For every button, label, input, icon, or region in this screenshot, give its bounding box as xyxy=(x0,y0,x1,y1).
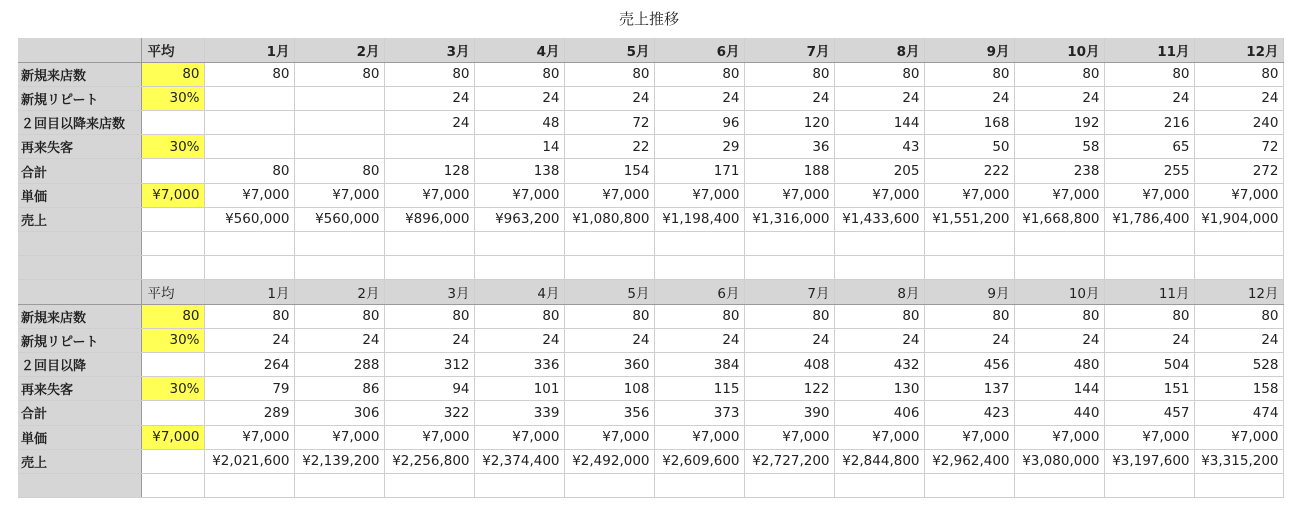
empty-cell[interactable] xyxy=(1014,473,1104,497)
row-label xyxy=(18,232,141,256)
value-cell[interactable]: 80 xyxy=(654,62,744,86)
month-header-1: 1月 xyxy=(204,38,294,62)
value-cell[interactable]: ¥7,000 xyxy=(204,183,294,207)
value-cell[interactable]: ¥2,139,200 xyxy=(294,449,384,473)
value-cell[interactable]: 36 xyxy=(744,135,834,159)
value-cell[interactable]: 154 xyxy=(564,159,654,183)
month-header-4: 4月 xyxy=(474,280,564,304)
avg-cell[interactable]: 30% xyxy=(141,377,204,401)
value-cell[interactable]: 24 xyxy=(1104,328,1194,352)
value-cell[interactable]: 360 xyxy=(564,352,654,376)
table-row xyxy=(18,304,1283,328)
month-header-3: 3月 xyxy=(384,280,474,304)
value-cell[interactable]: 50 xyxy=(924,135,1014,159)
empty-cell[interactable] xyxy=(141,256,204,280)
value-cell[interactable]: 24 xyxy=(384,86,474,110)
value-cell[interactable]: 306 xyxy=(294,401,384,425)
value-cell[interactable]: 130 xyxy=(834,377,924,401)
empty-cell[interactable] xyxy=(834,232,924,256)
month-header-11: 11月 xyxy=(1104,280,1194,304)
blank-row xyxy=(18,256,1283,280)
value-cell[interactable]: 144 xyxy=(834,111,924,135)
value-cell[interactable]: 96 xyxy=(654,111,744,135)
empty-cell[interactable] xyxy=(294,256,384,280)
value-cell[interactable]: ¥7,000 xyxy=(654,425,744,449)
value-cell[interactable]: 80 xyxy=(834,62,924,86)
value-cell[interactable]: 456 xyxy=(924,352,1014,376)
value-cell[interactable]: ¥7,000 xyxy=(924,425,1014,449)
month-header-5: 5月 xyxy=(564,280,654,304)
month-header-2: 2月 xyxy=(294,38,384,62)
value-cell[interactable]: ¥7,000 xyxy=(564,425,654,449)
value-cell[interactable]: 24 xyxy=(564,328,654,352)
value-cell[interactable]: ¥896,000 xyxy=(384,207,474,231)
value-cell[interactable]: 312 xyxy=(384,352,474,376)
empty-cell[interactable] xyxy=(204,256,294,280)
value-cell[interactable]: 474 xyxy=(1194,401,1283,425)
value-cell[interactable]: 24 xyxy=(744,86,834,110)
sales-sheet xyxy=(18,38,1284,498)
value-cell[interactable]: ¥7,000 xyxy=(294,425,384,449)
value-cell[interactable]: 240 xyxy=(1194,111,1283,135)
value-cell[interactable]: 72 xyxy=(564,111,654,135)
value-cell[interactable]: ¥963,200 xyxy=(474,207,564,231)
month-header-12: 12月 xyxy=(1194,280,1283,304)
table2-header-row xyxy=(18,280,1283,304)
row-label xyxy=(18,256,141,280)
value-cell[interactable]: 390 xyxy=(744,401,834,425)
value-cell[interactable]: 80 xyxy=(204,62,294,86)
value-cell[interactable]: 24 xyxy=(654,328,744,352)
value-cell[interactable]: ¥2,844,800 xyxy=(834,449,924,473)
value-cell[interactable]: 138 xyxy=(474,159,564,183)
value-cell[interactable]: ¥7,000 xyxy=(474,183,564,207)
blank-row xyxy=(18,232,1283,256)
value-cell[interactable]: 14 xyxy=(474,135,564,159)
value-cell[interactable]: ¥1,668,800 xyxy=(1014,207,1104,231)
value-cell[interactable]: 122 xyxy=(744,377,834,401)
value-cell[interactable]: ¥1,786,400 xyxy=(1104,207,1194,231)
table-row xyxy=(18,401,1283,425)
value-cell[interactable]: 322 xyxy=(384,401,474,425)
row-label: 新規リピート xyxy=(18,328,141,352)
value-cell[interactable]: ¥2,256,800 xyxy=(384,449,474,473)
value-cell[interactable]: ¥7,000 xyxy=(924,183,1014,207)
row-label: 合計 xyxy=(18,159,141,183)
avg-cell[interactable]: 30% xyxy=(141,135,204,159)
value-cell[interactable]: 120 xyxy=(744,111,834,135)
month-header-1: 1月 xyxy=(204,280,294,304)
value-cell[interactable]: 188 xyxy=(744,159,834,183)
value-cell[interactable]: 80 xyxy=(1104,62,1194,86)
empty-cell[interactable] xyxy=(204,473,294,497)
value-cell[interactable]: ¥3,315,200 xyxy=(1194,449,1283,473)
avg-cell[interactable]: ¥7,000 xyxy=(141,183,204,207)
empty-cell[interactable] xyxy=(1104,256,1194,280)
value-cell[interactable]: 94 xyxy=(384,377,474,401)
value-cell[interactable]: ¥7,000 xyxy=(1014,183,1104,207)
value-cell[interactable]: 24 xyxy=(1194,328,1283,352)
value-cell[interactable]: 168 xyxy=(924,111,1014,135)
empty-cell[interactable] xyxy=(564,232,654,256)
table-row xyxy=(18,207,1283,231)
value-cell[interactable]: 80 xyxy=(924,62,1014,86)
row-label: 売上 xyxy=(18,449,141,473)
value-cell[interactable]: 24 xyxy=(654,86,744,110)
value-cell[interactable]: 48 xyxy=(474,111,564,135)
value-cell[interactable]: ¥1,551,200 xyxy=(924,207,1014,231)
empty-cell[interactable] xyxy=(141,473,204,497)
value-cell[interactable]: 216 xyxy=(1104,111,1194,135)
value-cell[interactable]: 192 xyxy=(1014,111,1104,135)
sheet-title: 売上推移 xyxy=(618,10,679,28)
value-cell[interactable]: ¥3,197,600 xyxy=(1104,449,1194,473)
table-row xyxy=(18,62,1283,86)
value-cell[interactable]: 80 xyxy=(294,304,384,328)
value-cell[interactable]: 80 xyxy=(654,304,744,328)
table-row xyxy=(18,449,1283,473)
value-cell[interactable]: ¥560,000 xyxy=(204,207,294,231)
value-cell[interactable]: ¥7,000 xyxy=(834,183,924,207)
empty-cell[interactable] xyxy=(744,232,834,256)
table-row xyxy=(18,328,1283,352)
empty-cell[interactable] xyxy=(924,232,1014,256)
value-cell[interactable]: 22 xyxy=(564,135,654,159)
month-header-7: 7月 xyxy=(744,280,834,304)
row-label: ２回目以降来店数 xyxy=(18,111,141,135)
value-cell[interactable]: 384 xyxy=(654,352,744,376)
empty-cell[interactable] xyxy=(204,232,294,256)
value-cell[interactable] xyxy=(204,135,294,159)
value-cell[interactable]: 80 xyxy=(1104,304,1194,328)
value-cell[interactable]: 151 xyxy=(1104,377,1194,401)
value-cell[interactable]: 528 xyxy=(1194,352,1283,376)
row-label xyxy=(18,473,141,497)
row-label: 新規来店数 xyxy=(18,62,141,86)
value-cell[interactable]: 144 xyxy=(1014,377,1104,401)
value-cell[interactable]: ¥1,904,000 xyxy=(1194,207,1283,231)
month-header-6: 6月 xyxy=(654,38,744,62)
empty-cell[interactable] xyxy=(1194,256,1283,280)
value-cell[interactable]: 504 xyxy=(1104,352,1194,376)
value-cell[interactable] xyxy=(384,135,474,159)
empty-cell[interactable] xyxy=(564,256,654,280)
row-label: 単価 xyxy=(18,183,141,207)
value-cell[interactable]: ¥7,000 xyxy=(654,183,744,207)
table-row xyxy=(18,111,1283,135)
value-cell[interactable]: 80 xyxy=(744,62,834,86)
month-header-12: 12月 xyxy=(1194,38,1283,62)
avg-cell[interactable]: ¥7,000 xyxy=(141,425,204,449)
value-cell[interactable]: 24 xyxy=(384,111,474,135)
value-cell[interactable]: 80 xyxy=(1014,304,1104,328)
value-cell[interactable]: 205 xyxy=(834,159,924,183)
row-label: 再来失客 xyxy=(18,135,141,159)
value-cell[interactable]: 72 xyxy=(1194,135,1283,159)
empty-cell[interactable] xyxy=(1014,256,1104,280)
value-cell[interactable] xyxy=(294,86,384,110)
value-cell[interactable]: ¥1,316,000 xyxy=(744,207,834,231)
value-cell[interactable]: 80 xyxy=(204,304,294,328)
value-cell[interactable]: 24 xyxy=(384,328,474,352)
value-cell[interactable]: 80 xyxy=(924,304,1014,328)
value-cell[interactable]: 432 xyxy=(834,352,924,376)
table-row xyxy=(18,86,1283,110)
row-label: 合計 xyxy=(18,401,141,425)
value-cell[interactable]: 24 xyxy=(474,86,564,110)
value-cell[interactable]: ¥7,000 xyxy=(834,425,924,449)
value-cell[interactable]: ¥2,021,600 xyxy=(204,449,294,473)
value-cell[interactable]: 423 xyxy=(924,401,1014,425)
month-header-9: 9月 xyxy=(924,280,1014,304)
value-cell[interactable]: ¥7,000 xyxy=(384,183,474,207)
value-cell[interactable]: 24 xyxy=(834,86,924,110)
value-cell[interactable]: 24 xyxy=(744,328,834,352)
value-cell[interactable]: 24 xyxy=(1104,86,1194,110)
value-cell[interactable]: 80 xyxy=(474,304,564,328)
avg-cell[interactable] xyxy=(141,207,204,231)
month-header-3: 3月 xyxy=(384,38,474,62)
value-cell[interactable]: 80 xyxy=(744,304,834,328)
empty-cell[interactable] xyxy=(1194,232,1283,256)
blank-row xyxy=(18,473,1283,497)
empty-cell[interactable] xyxy=(1014,232,1104,256)
value-cell[interactable]: ¥7,000 xyxy=(1194,425,1283,449)
avg-cell[interactable] xyxy=(141,159,204,183)
avg-header: 平均 xyxy=(141,38,204,62)
value-cell[interactable]: 137 xyxy=(924,377,1014,401)
value-cell[interactable]: ¥7,000 xyxy=(1014,425,1104,449)
value-cell[interactable]: 24 xyxy=(1014,86,1104,110)
empty-cell[interactable] xyxy=(654,256,744,280)
row-label: 売上 xyxy=(18,207,141,231)
row-label: 再来失客 xyxy=(18,377,141,401)
value-cell[interactable]: 339 xyxy=(474,401,564,425)
corner-cell xyxy=(18,280,141,304)
value-cell[interactable]: 24 xyxy=(474,328,564,352)
value-cell[interactable]: ¥2,374,400 xyxy=(474,449,564,473)
value-cell[interactable]: 128 xyxy=(384,159,474,183)
value-cell[interactable]: ¥1,080,800 xyxy=(564,207,654,231)
empty-cell[interactable] xyxy=(1194,473,1283,497)
value-cell[interactable]: ¥7,000 xyxy=(1194,183,1283,207)
value-cell[interactable]: 29 xyxy=(654,135,744,159)
value-cell[interactable]: 101 xyxy=(474,377,564,401)
value-cell[interactable]: 80 xyxy=(294,62,384,86)
row-label: 新規リピート xyxy=(18,86,141,110)
month-header-9: 9月 xyxy=(924,38,1014,62)
value-cell[interactable]: 158 xyxy=(1194,377,1283,401)
value-cell[interactable]: ¥2,727,200 xyxy=(744,449,834,473)
value-cell[interactable]: ¥7,000 xyxy=(744,425,834,449)
avg-header: 平均 xyxy=(141,280,204,304)
month-header-11: 11月 xyxy=(1104,38,1194,62)
empty-cell[interactable] xyxy=(1104,232,1194,256)
value-cell[interactable]: ¥560,000 xyxy=(294,207,384,231)
avg-cell[interactable] xyxy=(141,449,204,473)
value-cell[interactable]: ¥1,433,600 xyxy=(834,207,924,231)
value-cell[interactable]: 43 xyxy=(834,135,924,159)
value-cell[interactable]: 108 xyxy=(564,377,654,401)
empty-cell[interactable] xyxy=(294,473,384,497)
month-header-5: 5月 xyxy=(564,38,654,62)
empty-cell[interactable] xyxy=(474,473,564,497)
table-row xyxy=(18,352,1283,376)
value-cell[interactable] xyxy=(204,86,294,110)
row-label: 新規来店数 xyxy=(18,304,141,328)
value-cell[interactable]: 171 xyxy=(654,159,744,183)
value-cell[interactable]: 24 xyxy=(1014,328,1104,352)
month-header-10: 10月 xyxy=(1014,280,1104,304)
value-cell[interactable]: 238 xyxy=(1014,159,1104,183)
row-label: 単価 xyxy=(18,425,141,449)
empty-cell[interactable] xyxy=(924,256,1014,280)
corner-cell xyxy=(18,38,141,62)
value-cell[interactable]: 24 xyxy=(834,328,924,352)
value-cell[interactable]: ¥2,492,000 xyxy=(564,449,654,473)
month-header-10: 10月 xyxy=(1014,38,1104,62)
empty-cell[interactable] xyxy=(654,473,744,497)
value-cell[interactable]: 79 xyxy=(204,377,294,401)
value-cell[interactable]: 80 xyxy=(1014,62,1104,86)
value-cell[interactable]: 80 xyxy=(564,62,654,86)
avg-cell[interactable]: 80 xyxy=(141,304,204,328)
empty-cell[interactable] xyxy=(654,232,744,256)
value-cell[interactable]: ¥2,609,600 xyxy=(654,449,744,473)
row-label: ２回目以降 xyxy=(18,352,141,376)
empty-cell[interactable] xyxy=(834,473,924,497)
value-cell[interactable]: 408 xyxy=(744,352,834,376)
month-header-8: 8月 xyxy=(834,280,924,304)
value-cell[interactable]: ¥7,000 xyxy=(204,425,294,449)
value-cell[interactable]: 80 xyxy=(564,304,654,328)
table-row xyxy=(18,377,1283,401)
avg-cell[interactable] xyxy=(141,352,204,376)
value-cell[interactable]: 24 xyxy=(1194,86,1283,110)
value-cell[interactable]: 24 xyxy=(564,86,654,110)
value-cell[interactable]: 255 xyxy=(1104,159,1194,183)
avg-cell[interactable]: 30% xyxy=(141,328,204,352)
value-cell[interactable]: ¥7,000 xyxy=(564,183,654,207)
value-cell[interactable]: ¥7,000 xyxy=(1104,183,1194,207)
value-cell[interactable]: 24 xyxy=(294,328,384,352)
value-cell[interactable]: 373 xyxy=(654,401,744,425)
value-cell[interactable]: 86 xyxy=(294,377,384,401)
empty-cell[interactable] xyxy=(474,256,564,280)
value-cell[interactable]: 80 xyxy=(834,304,924,328)
value-cell[interactable]: 24 xyxy=(204,328,294,352)
value-cell[interactable]: 356 xyxy=(564,401,654,425)
empty-cell[interactable] xyxy=(294,232,384,256)
value-cell[interactable]: 80 xyxy=(204,159,294,183)
empty-cell[interactable] xyxy=(384,232,474,256)
table-row xyxy=(18,425,1283,449)
month-header-4: 4月 xyxy=(474,38,564,62)
value-cell[interactable]: 65 xyxy=(1104,135,1194,159)
value-cell[interactable]: 406 xyxy=(834,401,924,425)
avg-cell[interactable]: 30% xyxy=(141,86,204,110)
value-cell[interactable]: 222 xyxy=(924,159,1014,183)
avg-cell[interactable]: 80 xyxy=(141,62,204,86)
empty-cell[interactable] xyxy=(564,473,654,497)
value-cell[interactable] xyxy=(204,111,294,135)
avg-cell[interactable] xyxy=(141,111,204,135)
table-row xyxy=(18,135,1283,159)
month-header-6: 6月 xyxy=(654,280,744,304)
month-header-2: 2月 xyxy=(294,280,384,304)
value-cell[interactable]: 24 xyxy=(924,328,1014,352)
empty-cell[interactable] xyxy=(474,232,564,256)
empty-cell[interactable] xyxy=(924,473,1014,497)
table-row xyxy=(18,159,1283,183)
month-header-7: 7月 xyxy=(744,38,834,62)
value-cell[interactable]: 80 xyxy=(384,62,474,86)
value-cell[interactable]: ¥3,080,000 xyxy=(1014,449,1104,473)
empty-cell[interactable] xyxy=(1104,473,1194,497)
value-cell[interactable] xyxy=(294,111,384,135)
table1-header-row xyxy=(18,38,1283,62)
empty-cell[interactable] xyxy=(384,256,474,280)
empty-cell[interactable] xyxy=(384,473,474,497)
empty-cell[interactable] xyxy=(744,473,834,497)
empty-cell[interactable] xyxy=(141,232,204,256)
value-cell[interactable]: 80 xyxy=(384,304,474,328)
value-cell[interactable]: 24 xyxy=(924,86,1014,110)
empty-cell[interactable] xyxy=(834,256,924,280)
value-cell[interactable]: ¥7,000 xyxy=(474,425,564,449)
value-cell[interactable] xyxy=(294,135,384,159)
value-cell[interactable]: 480 xyxy=(1014,352,1104,376)
value-cell[interactable]: 272 xyxy=(1194,159,1283,183)
value-cell[interactable]: 80 xyxy=(294,159,384,183)
table-row xyxy=(18,183,1283,207)
value-cell[interactable]: ¥7,000 xyxy=(294,183,384,207)
month-header-8: 8月 xyxy=(834,38,924,62)
value-cell[interactable]: 336 xyxy=(474,352,564,376)
value-cell[interactable]: ¥2,962,400 xyxy=(924,449,1014,473)
value-cell[interactable]: 80 xyxy=(474,62,564,86)
empty-cell[interactable] xyxy=(744,256,834,280)
value-cell[interactable]: ¥7,000 xyxy=(384,425,474,449)
value-cell[interactable]: 264 xyxy=(204,352,294,376)
value-cell[interactable]: 289 xyxy=(204,401,294,425)
value-cell[interactable]: 80 xyxy=(1194,304,1283,328)
avg-cell[interactable] xyxy=(141,401,204,425)
value-cell[interactable]: 457 xyxy=(1104,401,1194,425)
value-cell[interactable]: 115 xyxy=(654,377,744,401)
value-cell[interactable]: ¥7,000 xyxy=(1104,425,1194,449)
value-cell[interactable]: ¥7,000 xyxy=(744,183,834,207)
value-cell[interactable]: 288 xyxy=(294,352,384,376)
value-cell[interactable]: 440 xyxy=(1014,401,1104,425)
value-cell[interactable]: 80 xyxy=(1194,62,1283,86)
value-cell[interactable]: ¥1,198,400 xyxy=(654,207,744,231)
value-cell[interactable]: 58 xyxy=(1014,135,1104,159)
